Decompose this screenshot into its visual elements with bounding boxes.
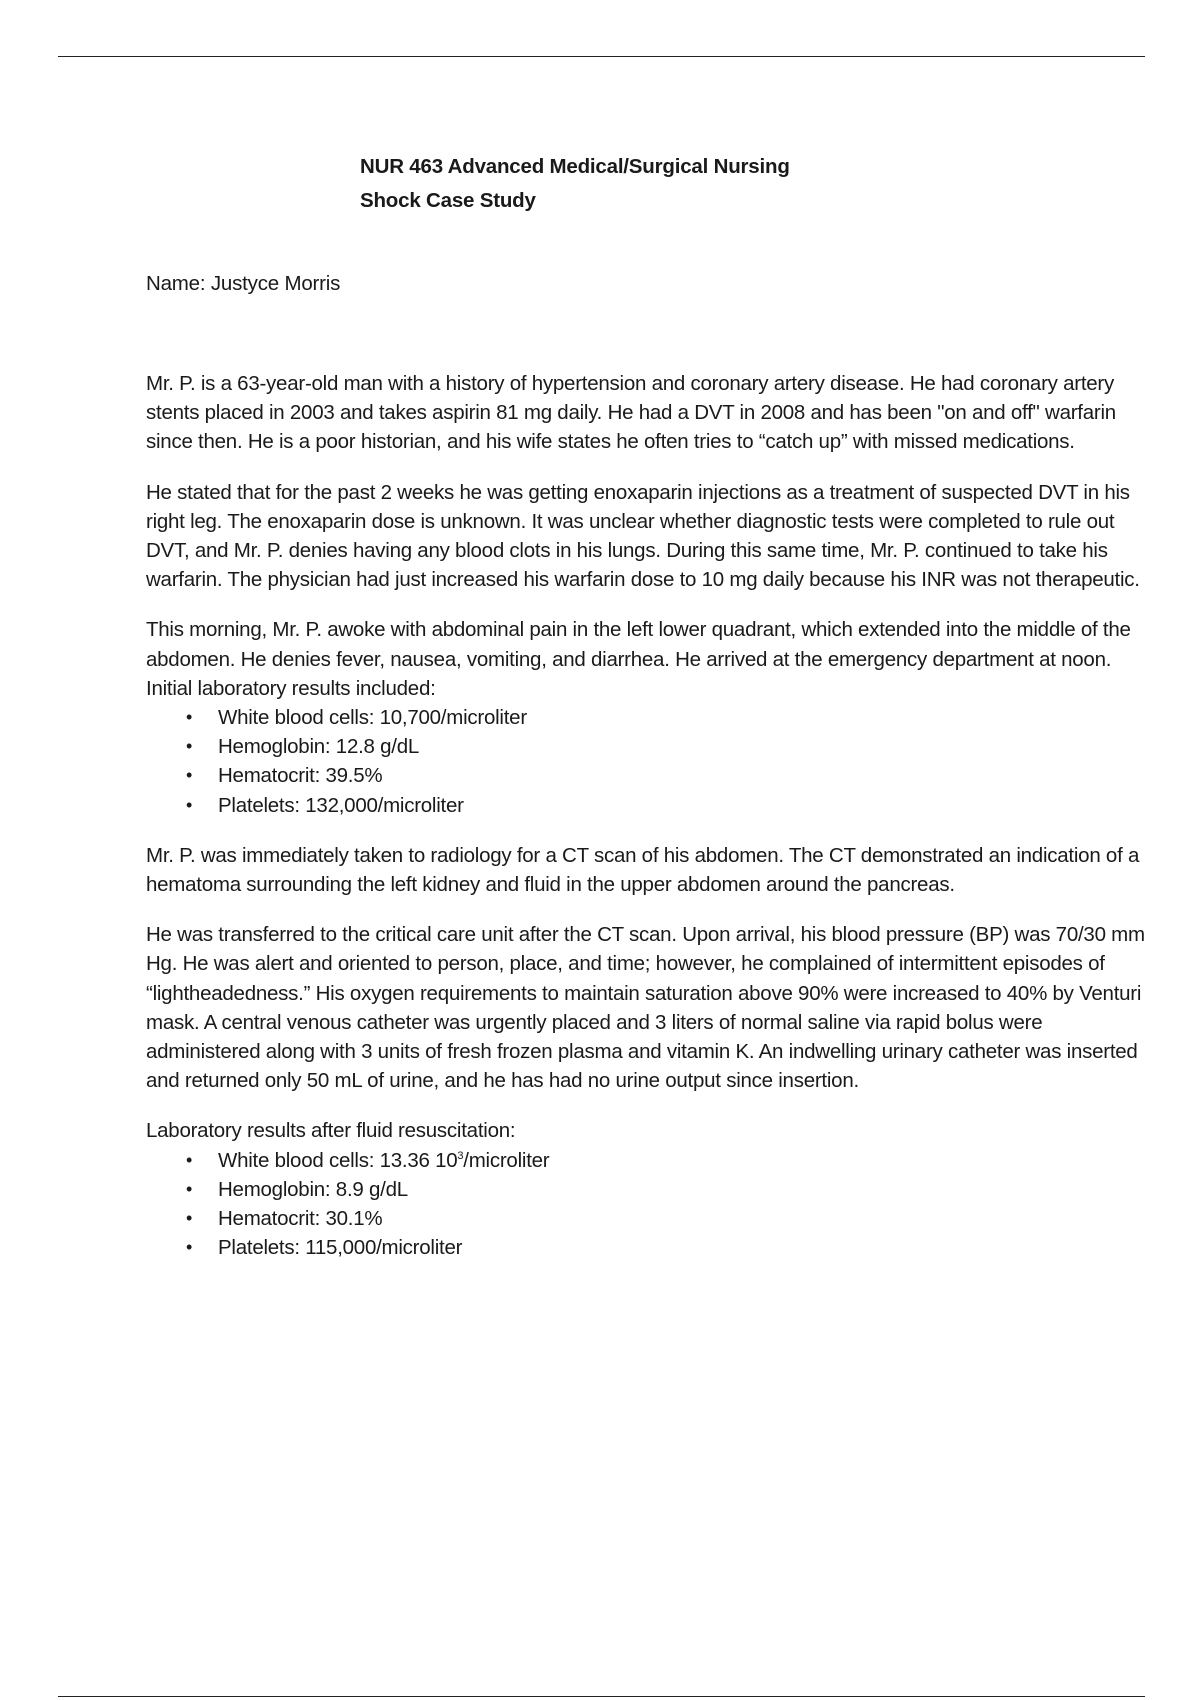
- paragraph-critical-care: He was transferred to the critical care unit after the CT scan. Upon arrival, his blood pressure (BP) was 70/30 mm Hg. He was alert and oriented to person, place, and time; however, he complained of intermittent episodes of “lightheadedness.” His oxygen requirements to maintain saturation above 90% were increased to 40% by Venturi mask. A central venous catheter was urgently placed and 3 liters of normal saline via rapid bolus were administered along with 3 units of fresh frozen plasma and vitamin K. An indwelling urinary catheter was inserted and returned only 50 mL of urine, and he has had no urine output since insertion.: [146, 923, 1145, 1093]
- student-name: Name: Justyce Morris: [146, 272, 341, 295]
- list-item: • Hemoglobin: 12.8 g/dL: [146, 732, 1161, 761]
- bullet-icon: •: [186, 1178, 193, 1199]
- paragraph-presentation: This morning, Mr. P. awoke with abdominal pain in the left lower quadrant, which extended into the middle of the abdomen. He denies fever, nausea, vomiting, and diarrhea. He arrived at the emergency department at noon. Initial laboratory results included:: [146, 618, 1131, 700]
- case-study-subtitle: Shock Case Study: [360, 189, 536, 212]
- initial-labs-list: [146, 703, 1161, 820]
- paragraph-ct-scan: Mr. P. was immediately taken to radiology for a CT scan of his abdomen. The CT demonstrated an indication of a hematoma surrounding the left kidney and fluid in the upper abdomen around the pancreas.: [146, 843, 1140, 897]
- list-item: • Platelets: 132,000/microliter: [146, 791, 1161, 820]
- bullet-icon: •: [186, 1149, 193, 1170]
- exponent: 3: [457, 1149, 464, 1162]
- title-block: [360, 150, 790, 218]
- list-item: • White blood cells: 10,700/microliter: [146, 703, 1161, 732]
- top-rule: [58, 56, 1145, 57]
- list-item: • Hematocrit: 39.5%: [146, 761, 1161, 790]
- case-body: [146, 369, 1161, 1283]
- paragraph-enoxaparin: He stated that for the past 2 weeks he was getting enoxaparin injections as a treatment of suspected DVT in his right leg. The enoxaparin dose is unknown. It was unclear whether diagnostic tests were completed to rule out DVT, and Mr. P. denies having any blood clots in his lungs. During this same time, Mr. P. continued to take his warfarin. The physician had just increased his warfarin dose to 10 mg daily because his INR was not therapeutic.: [146, 480, 1140, 592]
- bullet-icon: •: [186, 736, 193, 757]
- post-resuscitation-labs-list: [146, 1146, 1161, 1263]
- bullet-icon: •: [186, 1237, 193, 1258]
- bullet-icon: •: [186, 765, 193, 786]
- bullet-icon: •: [186, 707, 193, 728]
- bottom-rule: [58, 1696, 1145, 1697]
- bullet-icon: •: [186, 794, 193, 815]
- list-item: • Platelets: 115,000/microliter: [146, 1233, 1161, 1262]
- list-item: • Hematocrit: 30.1%: [146, 1204, 1161, 1233]
- list-item: • White blood cells: 13.36 $10^3$/microliter: [146, 1146, 1161, 1175]
- paragraph-history: Mr. P. is a 63-year-old man with a history of hypertension and coronary artery disease. He had coronary artery stents placed in 2003 and takes aspirin 81 mg daily. He had a DVT in 2008 and has been "on and off" warfarin since then. He is a poor historian, and his wife states he often tries to “catch up” with missed medications.: [146, 372, 1116, 454]
- paragraph-post-labs-intro: Laboratory results after fluid resuscitation:: [146, 1119, 516, 1143]
- bullet-icon: •: [186, 1208, 193, 1229]
- list-item: • Hemoglobin: 8.9 g/dL: [146, 1175, 1161, 1204]
- course-title: NUR 463 Advanced Medical/Surgical Nursing: [360, 155, 790, 178]
